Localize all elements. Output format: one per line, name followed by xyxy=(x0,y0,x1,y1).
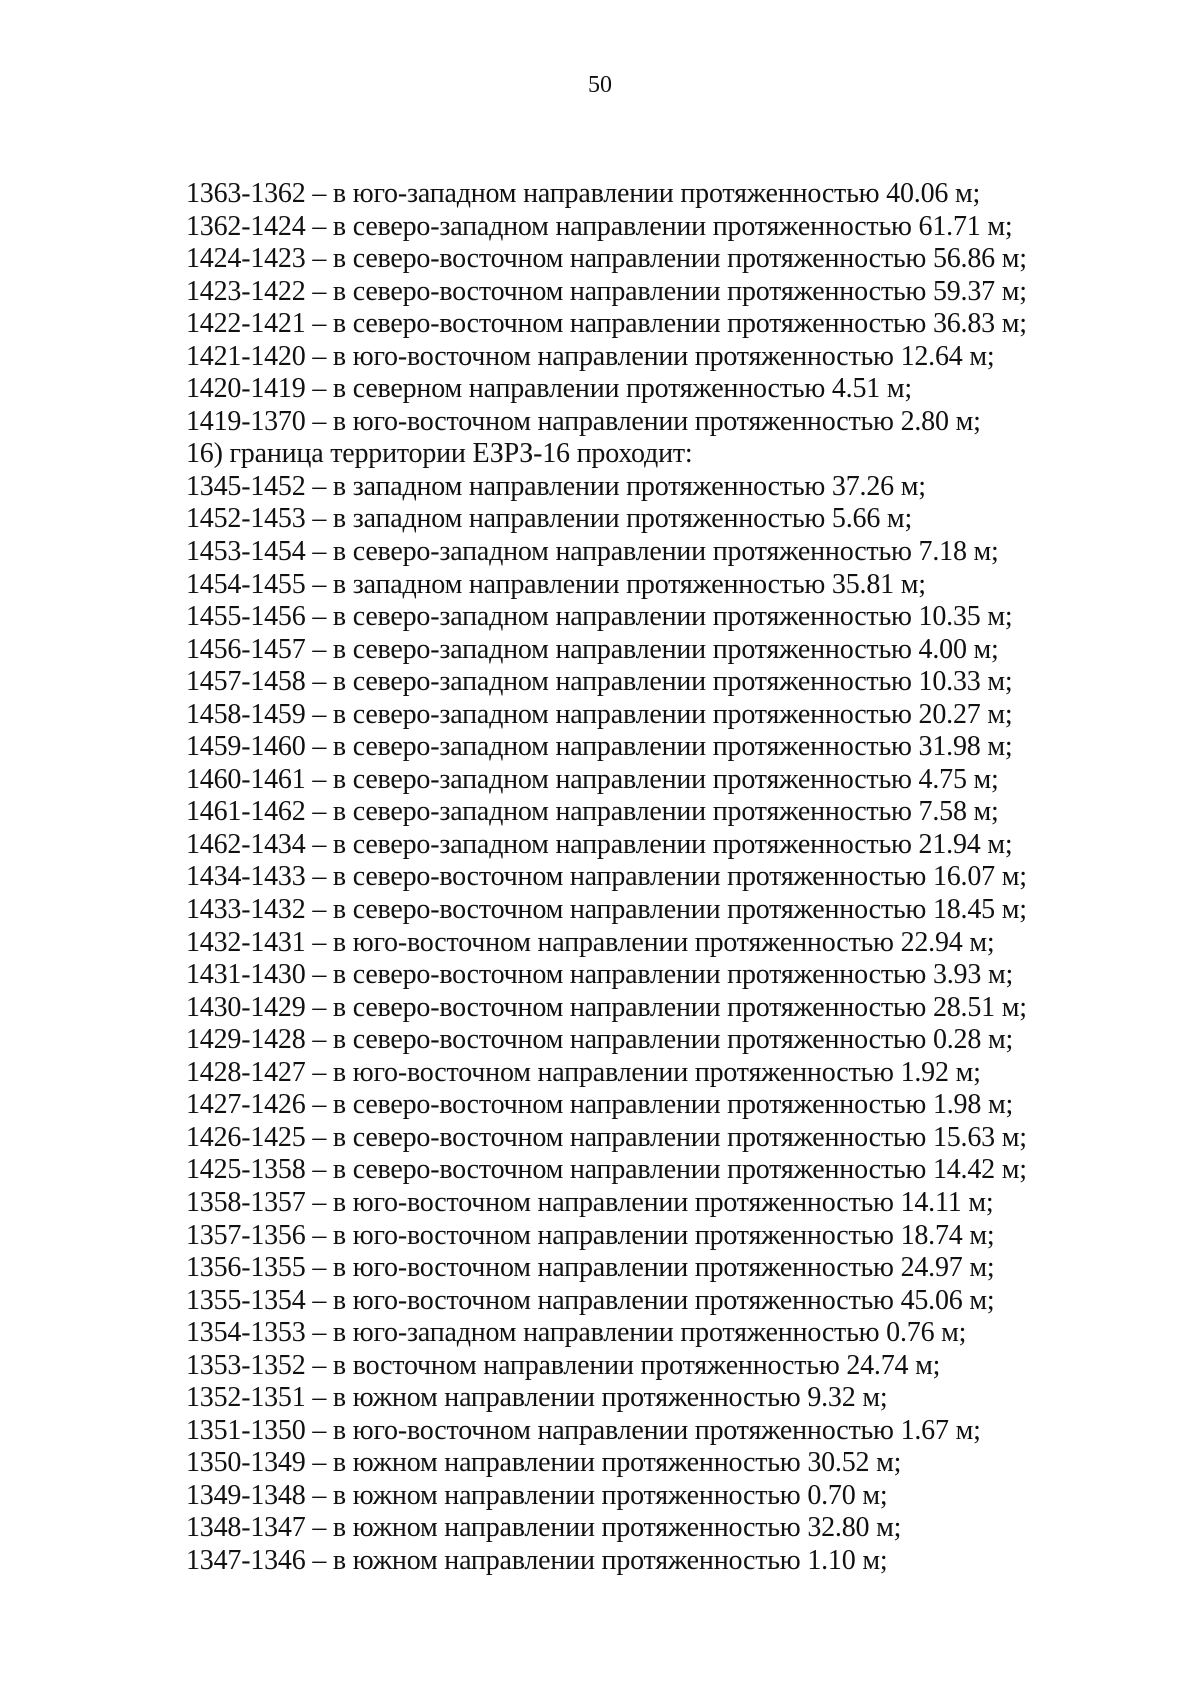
boundary-segment-line: 1419-1370 – в юго-восточном направлении протяженностью 2.80 м; xyxy=(186,405,981,437)
boundary-segment-line: 1356-1355 – в юго-восточном направлении протяженностью 24.97 м; xyxy=(186,1252,995,1284)
boundary-segment-line: 1363-1362 – в юго-западном направлении протяженностью 40.06 м; xyxy=(186,178,981,209)
boundary-segment-line: 1434-1433 – в северо-восточном направлении протяженностью 16.07 м; xyxy=(186,861,1027,893)
boundary-segment-line: 1357-1356 – в юго-восточном направлении протяженностью 18.74 м; xyxy=(186,1219,995,1251)
boundary-segment-line: 1452-1453 – в западном направлении протяженностью 5.66 м; xyxy=(186,503,913,535)
boundary-segment-line: 1355-1354 – в юго-восточном направлении протяженностью 45.06 м; xyxy=(186,1284,995,1316)
boundary-segment-line: 1456-1457 – в северо-западном направлении протяженностью 4.00 м; xyxy=(186,633,999,665)
boundary-segment-line: 1431-1430 – в северо-восточном направлении протяженностью 3.93 м; xyxy=(186,959,1014,991)
boundary-segment-line: 1425-1358 – в северо-восточном направлении протяженностью 14.42 м; xyxy=(186,1154,1027,1186)
boundary-segment-line: 1362-1424 – в северо-западном направлении протяженностью 61.71 м; xyxy=(186,210,1013,242)
boundary-segment-line: 1455-1456 – в северо-западном направлении протяженностью 10.35 м; xyxy=(186,601,1013,633)
boundary-segment-line: 1353-1352 – в восточном направлении протяженностью 24.74 м; xyxy=(186,1349,941,1381)
boundary-segment-line: 1351-1350 – в юго-восточном направлении протяженностью 1.67 м; xyxy=(186,1414,981,1446)
boundary-description xyxy=(186,178,1116,1578)
boundary-segment-line: 1420-1419 – в северном направлении протяженностью 4.51 м; xyxy=(186,373,912,405)
boundary-segment-line: 1345-1452 – в западном направлении протяженностью 37.26 м; xyxy=(186,470,926,502)
boundary-segment-line: 1426-1425 – в северо-восточном направлении протяженностью 15.63 м; xyxy=(186,1121,1027,1153)
boundary-segment-line: 1462-1434 – в северо-западном направлении протяженностью 21.94 м; xyxy=(186,828,1013,860)
boundary-segment-line: 1422-1421 – в северо-восточном направлении протяженностью 36.83 м; xyxy=(186,308,1027,340)
boundary-segment-line: 1461-1462 – в северо-западном направлении протяженностью 7.58 м; xyxy=(186,796,999,828)
boundary-segment-line: 1349-1348 – в южном направлении протяженностью 0.70 м; xyxy=(186,1479,888,1511)
boundary-segment-line: 1453-1454 – в северо-западном направлении протяженностью 7.18 м; xyxy=(186,536,999,568)
boundary-segment-line: 1423-1422 – в северо-восточном направлении протяженностью 59.37 м; xyxy=(186,275,1027,307)
section-heading: 16) граница территории ЕЗРЗ-16 проходит: xyxy=(186,438,693,470)
boundary-segment-line: 1454-1455 – в западном направлении протяженностью 35.81 м; xyxy=(186,568,926,600)
boundary-segment-line: 1427-1426 – в северо-восточном направлении протяженностью 1.98 м; xyxy=(186,1089,1014,1121)
boundary-segment-line: 1429-1428 – в северо-восточном направлении протяженностью 0.28 м; xyxy=(186,1024,1014,1056)
boundary-segment-line: 1358-1357 – в юго-восточном направлении протяженностью 14.11 м; xyxy=(186,1186,994,1218)
boundary-segment-line: 1430-1429 – в северо-восточном направлении протяженностью 28.51 м; xyxy=(186,991,1027,1023)
boundary-segment-line: 1347-1346 – в южном направлении протяженностью 1.10 м; xyxy=(186,1544,888,1576)
boundary-segment-line: 1460-1461 – в северо-западном направлении протяженностью 4.75 м; xyxy=(186,763,999,795)
boundary-segment-line: 1354-1353 – в юго-западном направлении протяженностью 0.76 м; xyxy=(186,1317,967,1349)
boundary-segment-line: 1421-1420 – в юго-восточном направлении протяженностью 12.64 м; xyxy=(186,340,995,372)
boundary-segment-line: 1428-1427 – в юго-восточном направлении протяженностью 1.92 м; xyxy=(186,1056,981,1088)
boundary-segment-line: 1352-1351 – в южном направлении протяженностью 9.32 м; xyxy=(186,1382,888,1414)
page-number: 50 xyxy=(588,72,612,98)
boundary-segment-line: 1459-1460 – в северо-западном направлении протяженностью 31.98 м; xyxy=(186,731,1013,763)
boundary-segment-line: 1433-1432 – в северо-восточном направлении протяженностью 18.45 м; xyxy=(186,894,1027,926)
boundary-segment-line: 1457-1458 – в северо-западном направлении протяженностью 10.33 м; xyxy=(186,666,1013,698)
boundary-segment-line: 1458-1459 – в северо-западном направлении протяженностью 20.27 м; xyxy=(186,698,1013,730)
boundary-segment-line: 1424-1423 – в северо-восточном направлении протяженностью 56.86 м; xyxy=(186,243,1027,275)
boundary-segment-line: 1432-1431 – в юго-восточном направлении протяженностью 22.94 м; xyxy=(186,926,995,958)
boundary-segment-line: 1350-1349 – в южном направлении протяженностью 30.52 м; xyxy=(186,1447,902,1479)
boundary-segment-line: 1348-1347 – в южном направлении протяженностью 32.80 м; xyxy=(186,1512,902,1544)
